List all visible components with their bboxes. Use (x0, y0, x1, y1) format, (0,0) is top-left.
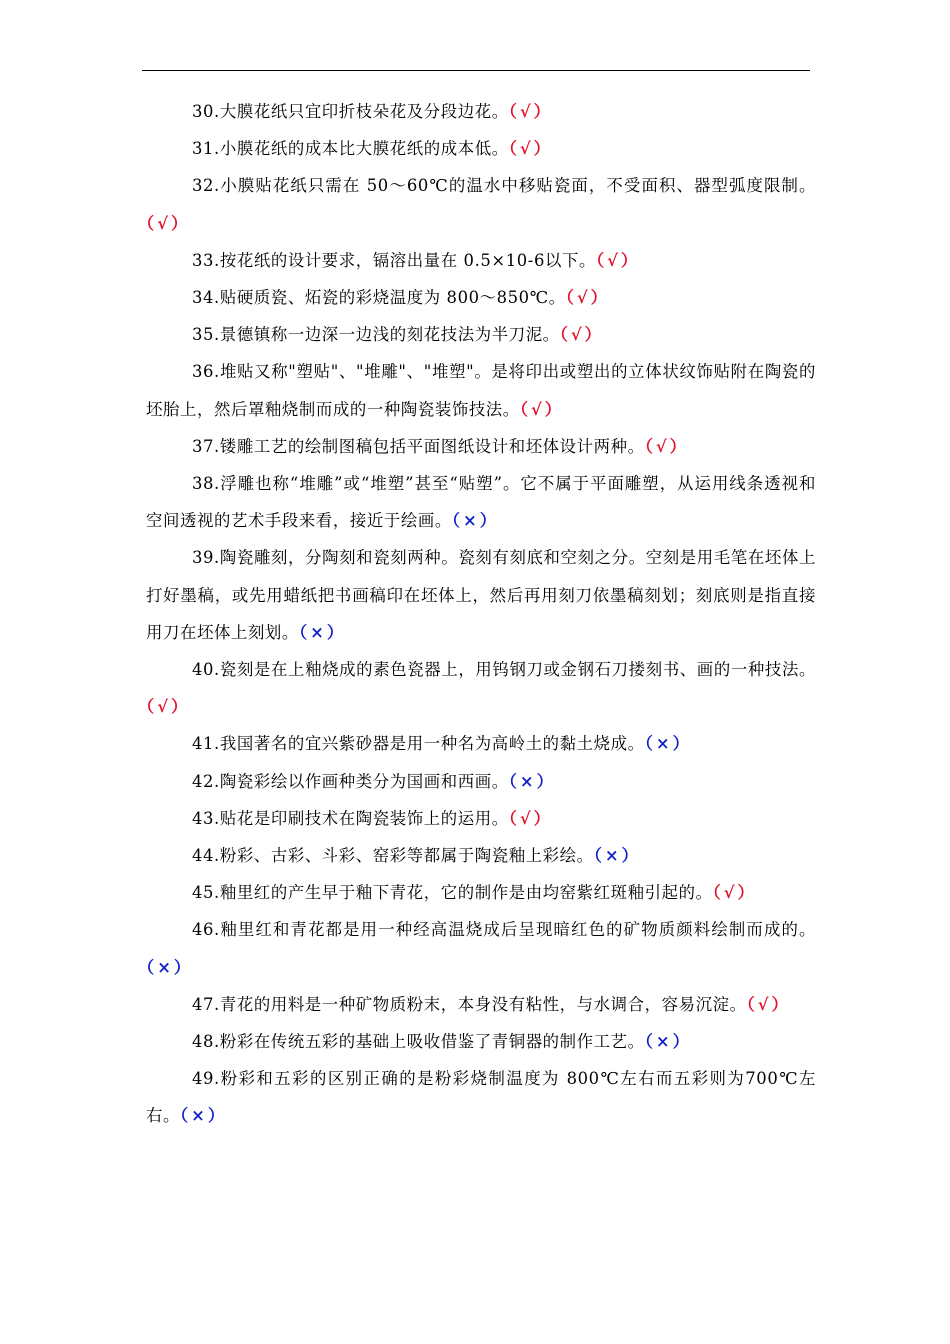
list-item (146, 986, 816, 1023)
question-text: 45.釉里红的产生早于釉下青花，它的制作是由均窑紫红斑釉引起的。 (192, 883, 713, 903)
answer-true-mark: （√） (508, 808, 554, 828)
list-item (146, 763, 816, 800)
question-text: 44.粉彩、古彩、斗彩、窑彩等都属于陶瓷釉上彩绘。 (192, 846, 594, 866)
answer-true-mark: （√） (559, 325, 605, 345)
answer-true-mark: （√） (508, 102, 554, 121)
list-item (146, 242, 816, 279)
answer-false-mark: （×） (298, 622, 347, 642)
answer-true-mark: （√） (565, 288, 610, 308)
answer-true-mark: （√） (146, 697, 191, 717)
list-item (146, 1023, 816, 1060)
list-item (146, 837, 816, 874)
question-text: 48.粉彩在传统五彩的基础上吸收借鉴了青铜器的制作工艺。 (192, 1032, 645, 1052)
list-item (146, 465, 816, 539)
answer-true-mark: （√） (146, 213, 191, 233)
answer-true-mark: （√） (595, 250, 641, 270)
list-item (146, 651, 816, 725)
answer-false-mark: （×） (451, 511, 500, 531)
list-item (146, 800, 816, 837)
list-item (146, 539, 816, 651)
answer-false-mark: （×） (146, 957, 194, 977)
question-text: 41.我国著名的宜兴紫砂器是用一种名为高岭土的黏土烧成。 (192, 734, 645, 754)
question-text: 40.瓷刻是在上釉烧成的素色瓷器上，用钨钢刀或金钢石刀搂刻书、画的一种技法。 (192, 660, 816, 680)
question-text: 37.镂雕工艺的绘制图稿包括平面图纸设计和坯体设计两种。 (192, 436, 645, 456)
answer-false-mark: （×） (644, 1032, 692, 1052)
question-text: 49.粉彩和五彩的区别正确的是粉彩烧制温度为 800℃左右而五彩则为700℃左右。 (146, 1069, 816, 1126)
answer-true-mark: （√） (519, 399, 565, 419)
list-item (146, 911, 816, 985)
answer-true-mark: （√） (712, 883, 757, 903)
question-text: 38.浮雕也称“堆雕”或“堆塑”甚至“贴塑”。它不属于平面雕塑，从运用线条透视和空间透视的艺术手段来看，接近于绘画。 (146, 474, 816, 531)
answer-true-mark: （√） (508, 139, 554, 159)
list-item (146, 874, 816, 911)
answer-true-mark: （√） (746, 994, 791, 1014)
answer-false-mark: （×） (593, 846, 641, 866)
list-item (146, 316, 816, 353)
answer-true-mark: （√） (644, 436, 689, 456)
list-item (146, 130, 816, 167)
list-item (146, 725, 816, 762)
question-text: 35.景德镇称一边深一边浅的刻花技法为半刀泥。 (192, 325, 560, 345)
header-rule (142, 70, 810, 71)
question-text: 30.大膜花纸只宜印折枝朵花及分段边花。 (192, 102, 509, 121)
question-text: 32.小膜贴花纸只需在 50～60℃的温水中移贴瓷面，不受面积、器型弧度限制。 (192, 176, 816, 196)
answer-false-mark: （×） (508, 771, 557, 791)
question-text: 43.贴花是印刷技术在陶瓷装饰上的运用。 (192, 808, 509, 828)
question-text: 31.小膜花纸的成本比大膜花纸的成本低。 (192, 139, 509, 159)
list-item (146, 353, 816, 427)
list-item (146, 428, 816, 465)
question-text: 36.堆贴又称"塑贴"、"堆雕"、"堆塑"。是将印出或塑出的立体状纹饰贴附在陶瓷的坯胎上，然后罩釉烧制而成的一种陶瓷装饰技法。 (146, 362, 816, 419)
question-list (146, 93, 816, 1135)
list-item (146, 1060, 816, 1134)
question-text: 39.陶瓷雕刻，分陶刻和瓷刻两种。瓷刻有刻底和空刻之分。空刻是用毛笔在坯体上打好墨稿，或先用蜡纸把书画稿印在坯体上，然后再用刻刀依墨稿刻划；刻底则是指直接用刀在坯体上刻划。 (146, 548, 816, 642)
question-text: 47.青花的用料是一种矿物质粉末，本身没有粘性，与水调合，容易沉淀。 (192, 994, 747, 1014)
answer-false-mark: （×） (644, 734, 692, 754)
question-text: 33.按花纸的设计要求，镉溶出量在 0.5×10-6以下。 (192, 250, 596, 270)
question-text: 34.贴硬质瓷、炻瓷的彩烧温度为 800～850℃。 (192, 288, 566, 308)
question-text: 46.釉里红和青花都是用一种经高温烧成后呈现暗红色的矿物质颜料绘制而成的。 (192, 920, 816, 940)
list-item (146, 93, 816, 130)
list-item (146, 167, 816, 241)
answer-false-mark: （×） (179, 1106, 228, 1126)
question-text: 42.陶瓷彩绘以作画种类分为国画和西画。 (192, 771, 509, 791)
list-item (146, 279, 816, 316)
